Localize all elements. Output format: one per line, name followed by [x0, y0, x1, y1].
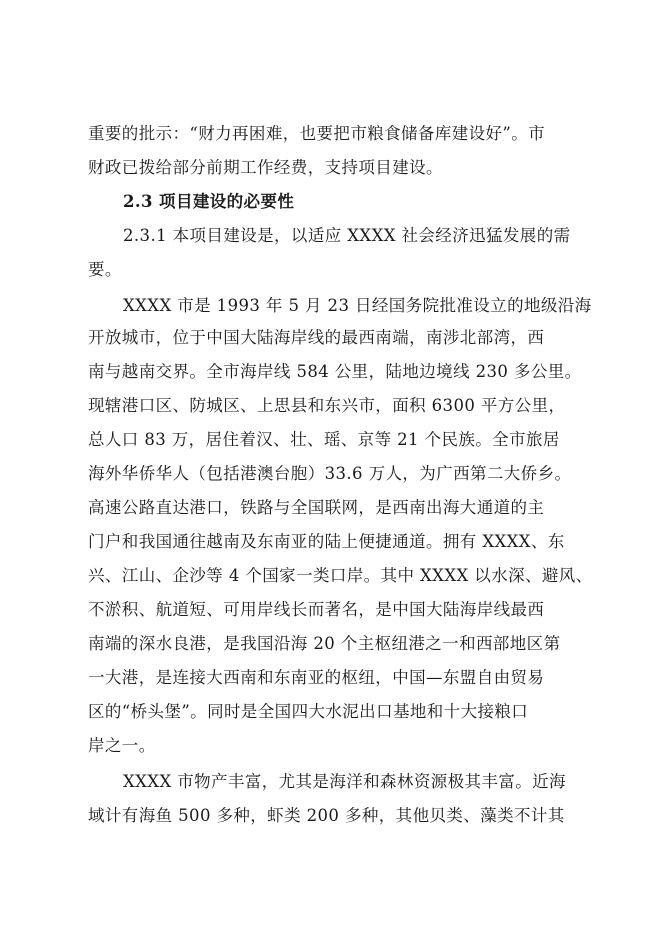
- body-line: XXXX 市物产丰富，尤其是海洋和森林资源极其丰富。近海: [123, 772, 566, 791]
- body-line: 门户和我国通往越南及东南亚的陆上便捷通道。拥有 XXXX、东: [88, 532, 565, 551]
- section-heading: 2.3 项目建设的必要性: [123, 192, 295, 211]
- body-line: 域计有海鱼 500 多种，虾类 200 多种，其他贝类、藻类不计其: [88, 806, 565, 825]
- body-line: 海外华侨华人（包括港澳台胞）33.6 万人，为广西第二大侨乡。: [88, 464, 572, 483]
- body-line: 重要的批示：“财力再困难，也要把市粮食储备库建设好”。市: [88, 124, 546, 143]
- body-line: 兴、江山、企沙等 4 个国家一类口岸。其中 XXXX 以水深、避风、: [88, 566, 593, 585]
- body-line: 开放城市，位于中国大陆海岸线的最西南端，南涉北部湾，西: [88, 328, 545, 347]
- body-line: 2.3.1 本项目建设是，以适应 XXXX 社会经济迅猛发展的需: [123, 226, 571, 245]
- body-line: 南端的深水良港，是我国沿海 20 个主枢纽港之一和西部地区第: [88, 634, 561, 653]
- body-line: 现辖港口区、防城区、上思县和东兴市，面积 6300 平方公里，: [88, 396, 566, 415]
- body-line: 高速公路直达港口，铁路与全国联网，是西南出海大通道的主: [88, 498, 545, 517]
- body-line: 总人口 83 万，居住着汉、壮、瑶、京等 21 个民族。全市旅居: [88, 430, 560, 449]
- body-line: 区的“桥头堡”。同时是全国四大水泥出口基地和十大接粮口: [88, 702, 529, 721]
- body-line: 要。: [88, 260, 122, 279]
- body-line: 不淤积、航道短、可用岸线长而著名，是中国大陆海岸线最西: [88, 600, 545, 619]
- body-line: 岸之一。: [88, 736, 156, 755]
- body-line: XXXX 市是 1993 年 5 月 23 日经国务院批准设立的地级沿海: [123, 296, 592, 315]
- body-line: 一大港，是连接大西南和东南亚的枢纽，中国—东盟自由贸易: [88, 668, 545, 687]
- body-line: 南与越南交界。全市海岸线 584 公里，陆地边境线 230 多公里。: [88, 362, 582, 381]
- body-line: 财政已拨给部分前期工作经费，支持项目建设。: [88, 158, 443, 177]
